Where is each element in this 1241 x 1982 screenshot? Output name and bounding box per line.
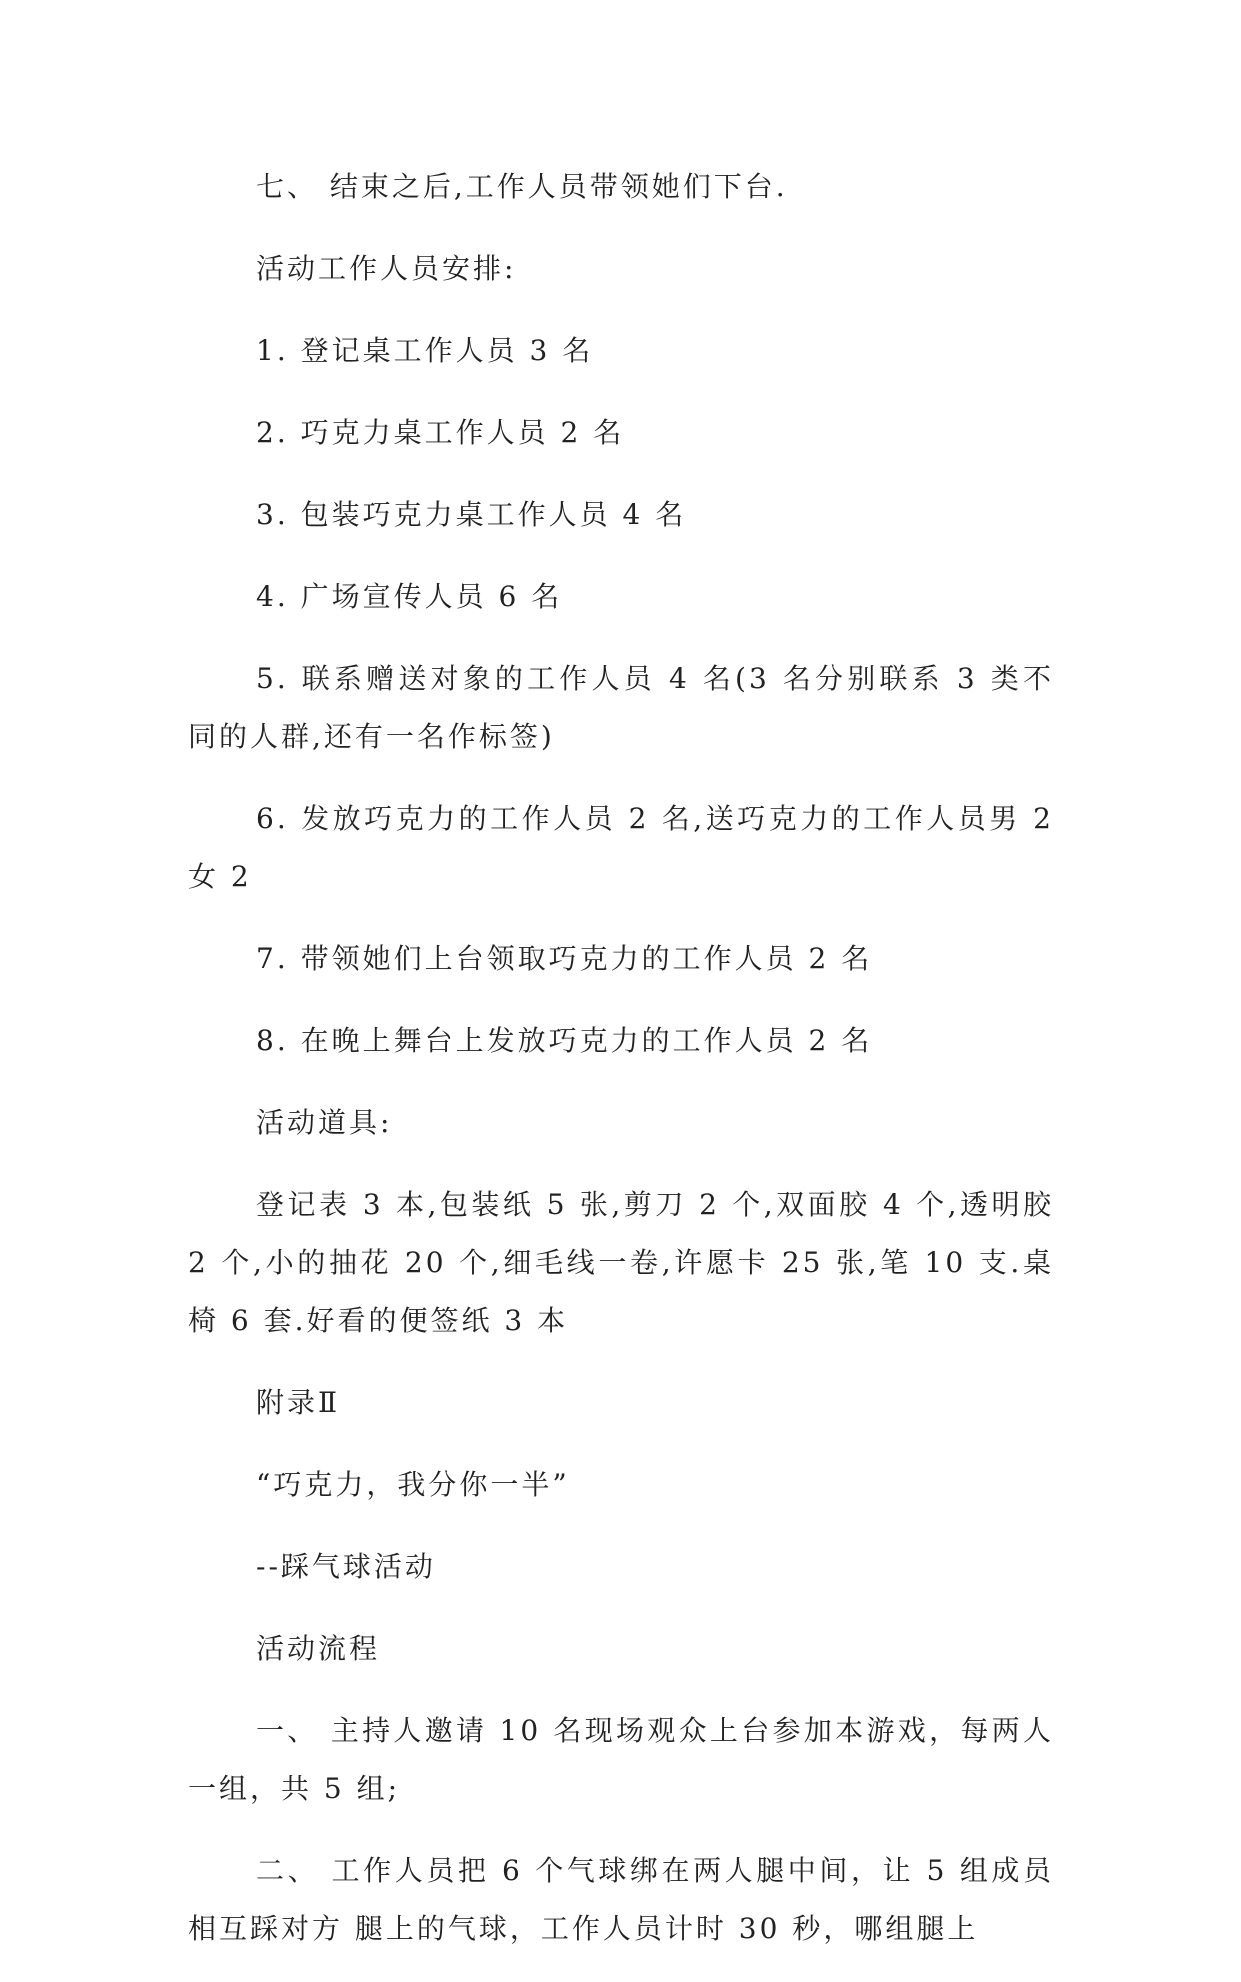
para-1: 七、 结束之后,工作人员带领她们下台. (256, 170, 788, 203)
para-9: 7. 带领她们上台领取巧克力的工作人员 2 名 (256, 942, 873, 975)
para-15: --踩气球活动 (256, 1550, 436, 1583)
para-18: 二、 工作人员把 6 个气球绑在两人腿中间，让 5 组成员相互踩对方 腿上的气球，工作人员计时 30 秒，哪组腿上 (188, 1854, 1054, 1945)
para-4: 2. 巧克力桌工作人员 2 名 (256, 416, 625, 449)
para-5: 3. 包装巧克力桌工作人员 4 名 (256, 498, 687, 531)
para-10: 8. 在晚上舞台上发放巧克力的工作人员 2 名 (256, 1024, 873, 1057)
para-14: “巧克力，我分你一半” (256, 1468, 570, 1501)
para-2: 活动工作人员安排: (256, 252, 517, 285)
para-12: 登记表 3 本,包装纸 5 张,剪刀 2 个,双面胶 4 个,透明胶 2 个,小的抽花 20 个,细毛线一卷,许愿卡 25 张,笔 10 支.桌椅 6 套.好看的便签纸 3 本 (188, 1188, 1066, 1337)
para-6: 4. 广场宣传人员 6 名 (256, 580, 563, 613)
para-7: 5. 联系赠送对象的工作人员 4 名(3 名分别联系 3 类不同的人群,还有一名作标签) (188, 662, 1054, 753)
para-17: 一、 主持人邀请 10 名现场观众上台参加本游戏，每两人一组，共 5 组; (188, 1714, 1054, 1805)
para-11: 活动道具: (256, 1106, 393, 1139)
para-3: 1. 登记桌工作人员 3 名 (256, 334, 594, 367)
para-8: 6. 发放巧克力的工作人员 2 名,送巧克力的工作人员男 2 女 2 (188, 802, 1066, 893)
para-16: 活动流程 (256, 1632, 381, 1665)
para-13: 附录Ⅱ (256, 1386, 341, 1419)
document-body (188, 158, 1066, 1982)
